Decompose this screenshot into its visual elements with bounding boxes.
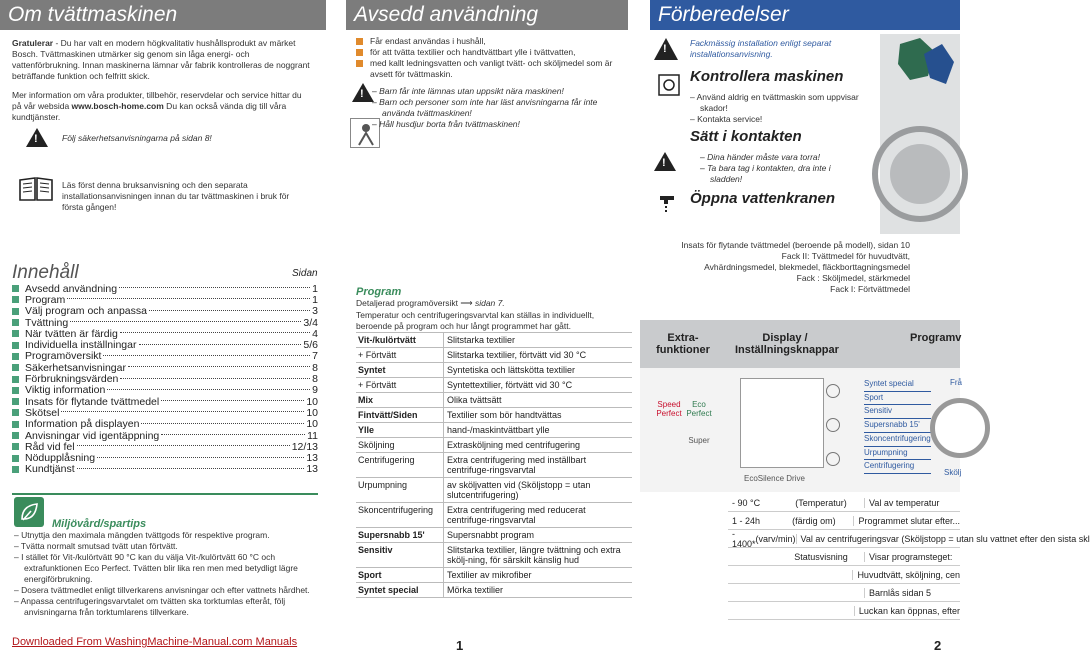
settings-key: - 1400* bbox=[732, 528, 756, 549]
eco-divider bbox=[12, 493, 318, 495]
toc-page: 3/4 bbox=[303, 316, 318, 329]
warning-text: Barn får inte lämnas utan uppsikt nära maskinen! bbox=[379, 86, 564, 96]
program-row bbox=[356, 478, 632, 503]
settings-row bbox=[728, 584, 960, 602]
bullet-square bbox=[12, 319, 19, 326]
bullet-square bbox=[356, 38, 363, 45]
warning-item: – Barn och personer som inte har läst anvisningarna får inte använda tvättmaskinen! bbox=[372, 97, 598, 118]
program-sub2: Temperatur och centrifugeringsvarvtal kan ställas in individuellt, beroende på program och hur långt programmet har gått. bbox=[356, 310, 595, 331]
program-sub1-text: Detaljerad programöversikt bbox=[356, 298, 461, 308]
toc-page: 1 bbox=[312, 293, 318, 306]
bullet-square bbox=[12, 387, 19, 394]
program-name: Sköljning bbox=[356, 438, 444, 452]
toc-dots bbox=[161, 434, 305, 435]
toc-dots bbox=[119, 287, 310, 288]
toc-label: Program bbox=[25, 293, 66, 306]
program-dial-list bbox=[864, 378, 931, 474]
intro-text bbox=[12, 38, 312, 82]
toc-row[interactable] bbox=[12, 441, 318, 452]
toc-label: Tvättning bbox=[25, 316, 69, 329]
program-desc: Extra centrifugering med inställbart centrifuge-ringsvarvtal bbox=[447, 455, 587, 475]
bullet-square bbox=[12, 398, 19, 405]
list-text: Använd aldrig en tvättmaskin som uppvisar skador! bbox=[696, 92, 859, 113]
program-desc: Textilier av mikrofiber bbox=[447, 570, 532, 580]
toc-label: Nödupplåsning bbox=[25, 452, 96, 465]
program-row bbox=[356, 378, 632, 393]
settings-desc: Val av centrifugeringsvar (Sköljstopp = utan slu vattnet efter den sista skl bbox=[796, 534, 1090, 544]
toc-row[interactable] bbox=[12, 396, 318, 407]
usage-text: Får endast användas i hushåll, bbox=[370, 36, 486, 46]
toc-label: Säkerhetsanvisningar bbox=[25, 361, 126, 374]
toc-label: Förbrukningsvärden bbox=[25, 373, 119, 386]
settings-table bbox=[728, 494, 1090, 620]
callout-text: Fack : Sköljmedel, stärkmedel bbox=[796, 273, 910, 283]
program-name: Mix bbox=[356, 393, 444, 407]
usage-text: med kallt ledningsvatten och vanligt tvätt- och sköljmedel som är avsett för tvättmaskin. bbox=[370, 58, 613, 79]
toc-row[interactable] bbox=[12, 419, 318, 430]
toc-dots bbox=[161, 400, 304, 401]
program-desc: Slitstarka textilier, förtvätt vid 30 °C bbox=[447, 350, 587, 360]
book-icon bbox=[18, 176, 54, 202]
program-desc: Slitstarka textilier, längre tvättning och extra skölj-ning, för särskilt känslig hud bbox=[447, 545, 621, 565]
settings-mid: (färdig om) bbox=[792, 515, 836, 526]
toc-title: Innehåll bbox=[12, 262, 79, 283]
list-item: – Ta bara tag i kontakten, dra inte i sladden! bbox=[700, 163, 831, 184]
callout-text: Insats för flytande tvättmedel (beroende på modell), sidan 10 bbox=[681, 240, 910, 250]
settings-desc: Luckan kan öppnas, efter bbox=[854, 606, 960, 616]
program-desc: hand-/maskintvättbart ylle bbox=[447, 425, 550, 435]
heading-check: Kontrollera maskinen bbox=[690, 68, 844, 85]
program-table bbox=[356, 332, 632, 598]
toc-dots bbox=[141, 423, 304, 424]
usage-list bbox=[356, 36, 618, 80]
toc-page: 10 bbox=[306, 406, 318, 419]
program-name: Sensitiv bbox=[356, 543, 444, 567]
toc-page: 7 bbox=[312, 350, 318, 363]
toc-list bbox=[12, 283, 318, 475]
toc-dots bbox=[149, 310, 310, 311]
read-note: Läs först denna bruksanvisning och den separata installationsanvisningen innan du tar tvättmaskinen i bruk för första gången! bbox=[62, 180, 290, 212]
toc-dots bbox=[77, 445, 290, 446]
program-name: Centrifugering bbox=[356, 453, 444, 477]
settings-mid: Statusvisning bbox=[794, 551, 848, 562]
program-name: Syntet special bbox=[356, 583, 444, 597]
toc-label: Råd vid fel bbox=[25, 440, 75, 453]
warning-item: – Barn får inte lämnas utan uppsikt nära maskinen! bbox=[372, 86, 564, 96]
intro-body: - Du har valt en modern högkvalitativ hushållsprodukt av märket Bosch. Tvättmaskinen utmärker sig genom sin låga energi- och vattenförbrukning. Innan maskinerna lämnar vår fabrik kontrolleras de noggrant beträffande funktion och felfritt skick. bbox=[12, 38, 310, 81]
callouts bbox=[640, 240, 910, 295]
panel-program-label: Programv bbox=[910, 332, 962, 344]
settings-desc: Visar programsteget: bbox=[864, 552, 960, 562]
list-text: Dina händer måste vara torra! bbox=[707, 152, 821, 162]
program-dial-item: Sport bbox=[864, 392, 931, 406]
program-name: Vit-/kulörtvätt bbox=[356, 333, 444, 347]
settings-row bbox=[728, 602, 960, 620]
program-row bbox=[356, 348, 632, 363]
toc-dots bbox=[70, 321, 301, 322]
toc-dots bbox=[107, 389, 310, 390]
eco-item: – Utnyttja den maximala mängden tvättgods för respektive program. bbox=[14, 530, 270, 540]
speed-perfect-button[interactable]: Speed Perfect bbox=[656, 400, 682, 418]
bullet-square bbox=[12, 466, 19, 473]
bullet-square bbox=[12, 421, 19, 428]
program-sub1-ref[interactable]: sidan 7. bbox=[474, 298, 505, 308]
list-text: Ta bara tag i kontakten, dra inte i sladden! bbox=[707, 163, 831, 184]
toc-row[interactable] bbox=[12, 452, 318, 463]
toc-label: När tvätten är färdig bbox=[25, 327, 118, 340]
program-name: + Förtvätt bbox=[356, 378, 444, 392]
list-text: Kontakta service! bbox=[697, 114, 763, 124]
callout-text: Fack I: Förtvättmedel bbox=[830, 284, 910, 294]
warning-list bbox=[372, 86, 622, 130]
program-desc: Extrasköljning med centrifugering bbox=[447, 440, 581, 450]
spin-button[interactable] bbox=[826, 452, 840, 466]
toc-label: Viktig information bbox=[25, 384, 106, 397]
program-sub1 bbox=[356, 298, 618, 309]
super-button[interactable]: Super bbox=[688, 436, 710, 445]
callout-text: Fack II: Tvättmedel för huvudtvätt, bbox=[781, 251, 910, 261]
settings-mid: (Temperatur) bbox=[795, 497, 847, 508]
settings-row bbox=[728, 566, 960, 584]
toc-row[interactable] bbox=[12, 306, 318, 317]
toc-label: Kundtjänst bbox=[25, 463, 75, 476]
bullet-square bbox=[12, 455, 19, 462]
bullet-square bbox=[12, 432, 19, 439]
program-name: Skoncentrifugering bbox=[356, 503, 444, 527]
warning-item: – Håll husdjur borta från tvättmaskinen! bbox=[372, 119, 520, 129]
bullet-square bbox=[12, 285, 19, 292]
settings-key: - 90 °C bbox=[732, 497, 761, 508]
toc-page: 12/13 bbox=[291, 440, 318, 453]
program-row bbox=[356, 453, 632, 478]
program-dial-item: Centrifugering bbox=[864, 460, 931, 474]
bullet-square bbox=[12, 308, 19, 315]
bullet-square bbox=[12, 330, 19, 337]
toc-row[interactable] bbox=[12, 362, 318, 373]
install-note: Fackmässig installation enligt separat installationsanvisning. bbox=[690, 38, 832, 59]
warning-icon: ! bbox=[654, 152, 676, 171]
list-item: – Använd aldrig en tvättmaskin som uppvisar skador! bbox=[690, 92, 859, 113]
warning-text: Håll husdjur borta från tvättmaskinen! bbox=[379, 119, 520, 129]
toc-row[interactable] bbox=[12, 317, 318, 328]
toc-dots bbox=[97, 457, 304, 458]
settings-desc: Programmet slutar efter... bbox=[853, 516, 960, 526]
settings-row bbox=[728, 512, 960, 530]
toc-page: 8 bbox=[312, 361, 318, 374]
toc-label: Välj program och anpassa bbox=[25, 305, 147, 318]
page-number-1: 1 bbox=[456, 638, 464, 653]
bullet-square bbox=[12, 409, 19, 416]
program-row bbox=[356, 543, 632, 568]
bullet-square bbox=[12, 342, 19, 349]
toc-page: 10 bbox=[306, 395, 318, 408]
program-desc: Olika tvättsätt bbox=[447, 395, 502, 405]
eco-title: Miljövård/spartips bbox=[52, 518, 147, 530]
check-list bbox=[690, 92, 870, 125]
eco-item: – Anpassa centrifugeringsvarvtalet om tvätten ska torktumlas efteråt, följ anvisningarna från torktumlarens tillverkare. bbox=[14, 596, 286, 617]
finish-time-button[interactable] bbox=[826, 418, 840, 432]
program-name: Sport bbox=[356, 568, 444, 582]
bullet-square bbox=[356, 49, 363, 56]
display bbox=[740, 378, 824, 468]
program-dial-skolj: Skölj bbox=[944, 468, 962, 477]
toc-page-label: Sidan bbox=[292, 268, 318, 279]
warning-icon: ! bbox=[352, 83, 378, 109]
program-desc: Supersnabbt program bbox=[447, 530, 535, 540]
temperature-button[interactable] bbox=[826, 384, 840, 398]
settings-mid: (varv/min) bbox=[755, 533, 796, 544]
program-dial-fra: Frå bbox=[950, 378, 962, 387]
program-row bbox=[356, 333, 632, 348]
program-dial-item: Urpumpning bbox=[864, 447, 931, 461]
toc-dots bbox=[61, 411, 304, 412]
program-dial[interactable] bbox=[930, 398, 990, 458]
toc-row[interactable] bbox=[12, 373, 318, 384]
info-pre: Mer information om våra produkter, tillbehör, reservdelar och service hittar du på vår websida bbox=[12, 90, 302, 111]
eco-item: – Tvätta normalt smutsad tvätt utan förtvätt. bbox=[14, 541, 178, 551]
toc-page: 8 bbox=[312, 373, 318, 386]
program-row bbox=[356, 503, 632, 528]
bullet-square bbox=[12, 376, 19, 383]
program-row bbox=[356, 363, 632, 378]
toc-row[interactable] bbox=[12, 430, 318, 441]
bullet-square bbox=[12, 353, 19, 360]
plug-list bbox=[700, 152, 860, 185]
usage-item bbox=[356, 36, 618, 47]
list-item: – Dina händer måste vara torra! bbox=[700, 152, 821, 162]
inspect-icon bbox=[656, 72, 684, 98]
toc-page: 11 bbox=[307, 429, 318, 442]
toc-row[interactable] bbox=[12, 385, 318, 396]
program-row bbox=[356, 408, 632, 423]
toc-row[interactable] bbox=[12, 407, 318, 418]
toc-label: Programöversikt bbox=[25, 350, 102, 363]
eco-list bbox=[14, 530, 314, 618]
program-name: Ylle bbox=[356, 423, 444, 437]
program-dial-item: Syntet special bbox=[864, 378, 931, 392]
toc-row[interactable] bbox=[12, 283, 318, 294]
program-name: + Förtvätt bbox=[356, 348, 444, 362]
toc-label: Skötsel bbox=[25, 406, 60, 419]
eco-item: – I stället för Vit-/kulörtvätt 90 °C kan du välja Vit-/kulörtvätt 60 °C och extrafunktionen Eco Perfect. Tvätten blir lika ren men med betydligt lägre energiförbrukning. bbox=[14, 552, 298, 584]
program-desc: Syntetiska och lättskötta textilier bbox=[447, 365, 576, 375]
settings-desc: Barnlås sidan 5 bbox=[864, 588, 960, 598]
water-tap-icon bbox=[656, 190, 684, 214]
program-desc: Slitstarka textilier bbox=[447, 335, 516, 345]
toc-row[interactable] bbox=[12, 339, 318, 350]
program-name: Fintvätt/Siden bbox=[356, 408, 444, 422]
toc-row[interactable] bbox=[12, 464, 318, 475]
panel-display-label: Display / Inställningsknappar bbox=[735, 332, 839, 356]
eco-item: – Dosera tvättmedlet enligt tillverkarens anvisningar och efter vattnets hårdhet. bbox=[14, 585, 310, 595]
heading-plug: Sätt i kontakten bbox=[690, 128, 802, 145]
program-row bbox=[356, 583, 632, 598]
program-dial-item: Skoncentrifugering bbox=[864, 433, 931, 447]
toc-page: 13 bbox=[306, 463, 318, 476]
download-link[interactable]: Downloaded From WashingMachine-Manual.com Manuals bbox=[12, 636, 298, 648]
arrow-icon: ⟶ bbox=[460, 298, 475, 308]
page-title-right: Förberedelser bbox=[650, 0, 960, 30]
toc-label: Insats för flytande tvättmedel bbox=[25, 395, 160, 408]
callout-text: Avhärdningsmedel, blekmedel, fläckborttagningsmedel bbox=[704, 262, 910, 272]
toc-dots bbox=[120, 332, 310, 333]
settings-desc: Val av temperatur bbox=[864, 498, 960, 508]
program-name: Syntet bbox=[356, 363, 444, 377]
program-dial-item: Sensitiv bbox=[864, 405, 931, 419]
settings-row bbox=[728, 494, 960, 512]
toc-page: 1 bbox=[312, 282, 318, 295]
info-text bbox=[12, 90, 312, 123]
intro-bold: Gratulerar bbox=[12, 38, 54, 48]
page-number-2: 2 bbox=[934, 638, 942, 653]
program-row bbox=[356, 528, 632, 543]
program-desc: Extra centrifugering med reducerat centrifuge-ringsvarvtal bbox=[447, 505, 586, 525]
toc-label: Information på displayen bbox=[25, 418, 140, 431]
page-title-left: Om tvättmaskinen bbox=[0, 0, 326, 30]
list-item: – Kontakta service! bbox=[690, 114, 763, 124]
program-desc: Mörka textilier bbox=[447, 585, 504, 595]
bullet-square bbox=[12, 364, 19, 371]
eco-perfect-button[interactable]: Eco Perfect bbox=[686, 400, 712, 418]
toc-page: 9 bbox=[312, 384, 318, 397]
program-desc: Textilier som bör handtvättas bbox=[447, 410, 562, 420]
toc-page: 13 bbox=[306, 452, 318, 465]
toc-dots bbox=[77, 468, 305, 469]
website-link[interactable]: www.bosch-home.com bbox=[71, 101, 164, 111]
toc-page: 10 bbox=[306, 418, 318, 431]
program-desc: Syntettextilier, förtvätt vid 30 °C bbox=[447, 380, 573, 390]
program-desc: av sköljvatten vid (Sköljstopp = utan slutcentrifugering) bbox=[447, 480, 591, 500]
toc-label: Avsedd användning bbox=[25, 282, 118, 295]
brand-label: EcoSilence Drive bbox=[744, 474, 805, 483]
toc-row[interactable] bbox=[12, 351, 318, 362]
bullet-square bbox=[12, 296, 19, 303]
program-row bbox=[356, 423, 632, 438]
machine-illustration bbox=[880, 34, 960, 234]
page-title-middle: Avsedd användning bbox=[346, 0, 628, 30]
panel-extra-label: Extra- funktioner bbox=[656, 332, 710, 356]
toc-page: 3 bbox=[312, 305, 318, 318]
program-name: Urpumpning bbox=[356, 478, 444, 502]
warning-icon: ! bbox=[26, 128, 48, 147]
toc-dots bbox=[67, 298, 310, 299]
usage-item bbox=[356, 47, 618, 58]
warning-icon: ! bbox=[654, 38, 678, 60]
toc-page: 4 bbox=[312, 327, 318, 340]
warning-text: Barn och personer som inte har läst anvisningarna får inte använda tvättmaskinen! bbox=[379, 97, 598, 118]
toc-page: 5/6 bbox=[303, 339, 318, 352]
toc-label: Individuella inställningar bbox=[25, 339, 137, 352]
program-row bbox=[356, 393, 632, 408]
info-post: Du kan också vända dig till våra kundtjänster. bbox=[12, 101, 287, 122]
toc-row[interactable] bbox=[12, 328, 318, 339]
program-dial-item: Supersnabb 15' bbox=[864, 419, 931, 433]
program-name: Supersnabb 15' bbox=[356, 528, 444, 542]
toc-dots bbox=[103, 355, 310, 356]
bullet-square bbox=[12, 443, 19, 450]
leaf-icon bbox=[14, 497, 44, 527]
safety-note: Följ säkerhetsanvisningarna på sidan 8! bbox=[62, 133, 212, 143]
settings-key: 1 - 24h bbox=[732, 515, 761, 526]
toc-dots bbox=[139, 344, 302, 345]
settings-desc: Huvudtvätt, sköljning, cen bbox=[852, 570, 960, 580]
program-row bbox=[356, 438, 632, 453]
usage-item bbox=[356, 58, 618, 80]
usage-text: för att tvätta textilier och handtvättbart ylle i tvättvatten, bbox=[370, 47, 576, 57]
program-title: Program bbox=[356, 286, 402, 298]
settings-row bbox=[728, 548, 960, 566]
toc-label: Anvisningar vid igentäppning bbox=[25, 429, 160, 442]
program-row bbox=[356, 568, 632, 583]
toc-dots bbox=[120, 378, 310, 379]
toc-row[interactable] bbox=[12, 294, 318, 305]
settings-row bbox=[728, 528, 1090, 549]
bullet-square bbox=[356, 60, 363, 67]
heading-water: Öppna vattenkranen bbox=[690, 190, 836, 207]
toc-dots bbox=[128, 366, 310, 367]
